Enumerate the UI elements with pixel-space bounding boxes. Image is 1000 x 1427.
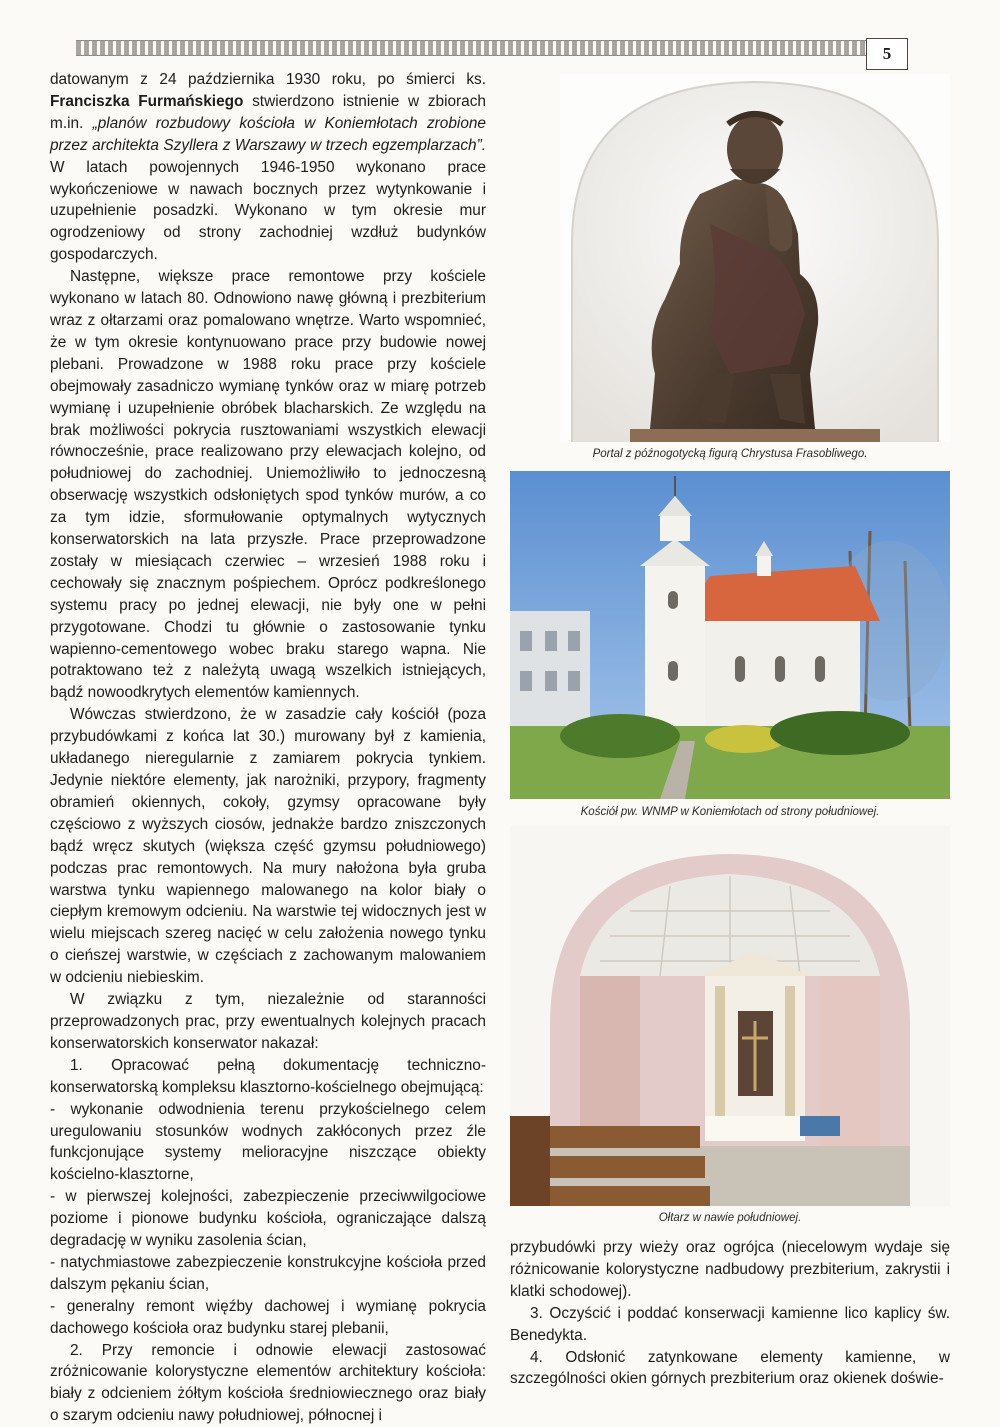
- bullet-2: - w pierwszej kolejności, zabezpieczenie przeciwwilgociowe poziome i pionowe budynku kościoła, ograniczające dalszą degradację w wyniku zasolenia ścian,: [50, 1188, 486, 1250]
- p1-end: W latach powojennych 1946-1950 wykonano prace wykończeniowe w nawach bocznych przez wytynkowanie i uzupełnienie posadzki. Wykonano w tym okresie mur ogrodzeniowy od strony zachodniej wzdłuż budynków gospodarczych.: [50, 158, 486, 264]
- p1-mid: stwierdzono istnienie w zbiorach m.in.: [50, 92, 486, 132]
- paragraph-1: [50, 69, 486, 266]
- bullet-3: - natychmiastowe zabezpieczenie konstrukcyjne kościoła przed dalszym pękaniu ścian,: [50, 1253, 486, 1293]
- caption-photo-3: Ołtarz w nawie południowej.: [658, 1212, 802, 1224]
- header-ornament-rule: [76, 40, 866, 56]
- p1-bold-name: Franciszka Furmańskiego: [50, 92, 244, 110]
- p1-italic-quote: „planów rozbudowy kościoła w Koniemłotach zrobione przez architekta Szyllera z Warszawy w trzech egzemplarzach”.: [50, 114, 486, 154]
- caption-photo-2: Kościół pw. WNMP w Koniemłotach od strony południowej.: [580, 806, 880, 818]
- bullet-4: - generalny remont więźby dachowej i wymianę pokrycia dachowego kościoła oraz budynku starej plebanii,: [50, 1297, 486, 1337]
- left-text-column: [50, 69, 486, 1427]
- photo-altar-interior: [510, 826, 950, 1206]
- right-paragraph-3: 4. Odsłonić zatynkowane elementy kamienne, w szczególności okien górnych prezbiterium oraz okienek doświe-: [510, 1348, 950, 1388]
- right-paragraph-2: 3. Oczyścić i poddać konserwacji kamienne lico kaplicy św. Benedykta.: [510, 1304, 950, 1344]
- caption-photo-1: Portal z późnogotycką figurą Chrystusa Frasobliwego.: [592, 448, 868, 460]
- paragraph-5: 1. Opracować pełną dokumentację techniczno-konserwatorską kompleksu klasztorno-kościelnego obejmującą:: [50, 1056, 486, 1096]
- photo-church-exterior: [510, 471, 950, 799]
- paragraph-3: Wówczas stwierdzono, że w zasadzie cały kościół (poza przybudówkami z końca lat 30.) murowany był z kamienia, układanego nieregularnie z zamiarem pokrycia tynkiem. Jedynie niektóre elementy, jak narożniki, przypory, fragmenty obramień okiennych, cokoły, gzymsy opracowane były częściowo z wyższych ciosów, jednakże bardzo zniszczonych bądź wręcz skutych (większa część gzymsu południowego) podczas prac remontowych. Na mury nałożona była gruba warstwa tynku wapiennego malowanego na kolor biały o ciepłym kremowym odcieniu. Na warstwie tej widocznych jest w wielu miejscach szereg nacięć w celu założenia nowego tynku o cieńszej warstwie, w częściach z zachowanym malowaniem w odcieniu niebieskim.: [50, 706, 486, 987]
- photo-sculpture-niche: [560, 74, 950, 442]
- paragraph-2: Następne, większe prace remontowe przy kościele wykonano w latach 80. Odnowiono nawę główną i prezbiterium wraz z ołtarzami oraz pomalowano wnętrze. Warto wspomnieć, że w tym okresie kontynuowano prace przy budowie nowej plebani. Prowadzone w 1988 roku prace przy kościele obejmowały zasadniczo wymianę tynków oraz w miarę potrzeb wymianę i uzupełnienie obróbek blacharskich. Ze względu na brak możliwości pokrycia rusztowaniami wszystkich elewacji równocześnie, prace realizowano przy elewacjach kolejno, od południowej do zachodniej. Uniemożliwiło to jednoczesną obserwację wszystkich odsłoniętych spod tynków murów, a co za tym idzie, sformułowanie optymalnych wytycznych konserwatorskich na lata przyszłe. Prace przeprowadzone zostały w miesiącach czerwiec – wrzesień 1988 roku i cechowały się znacznym pośpiechem. Oprócz podkreślonego systemu pracy po jednej elewacji, nie były one w pełni przygotowane. Chodzi tu głównie o zastosowanie tynku wapienno-cementowego wobec braku starego wapna. Nie potraktowano też z należytą uwagą wszelkich istniejących, bądź nowoodkrytych elementów kamiennych.: [50, 268, 486, 702]
- p1-start: datowanym z 24 października 1930 roku, po śmierci ks.: [50, 71, 486, 88]
- right-paragraph-1: przybudówki przy wieży oraz ogrójca (niecelowym wydaje się różnicowanie kolorystyczne nadbudowy prezbiterium, zakrystii i klatki schodowej).: [510, 1239, 950, 1300]
- right-text-column: [510, 1237, 950, 1390]
- paragraph-6: 2. Przy remoncie i odnowie elewacji zastosować zróżnicowanie kolorystyczne elementów architektury kościoła: biały z odcieniem żółtym kościoła średniowiecznego oraz biały o szarym odcieniu nawy południowej, północnej i: [50, 1341, 486, 1425]
- paragraph-4: W związku z tym, niezależnie od staranności przeprowadzonych prac, przy ewentualnych kolejnych pracach konserwatorskich konserwator nakazał:: [50, 991, 486, 1052]
- bullet-1: - wykonanie odwodnienia terenu przykościelnego celem uregulowaniu stosunków wodnych zakłóconych przez źle funkcjonujące systemy melioracyjne niszczące obiekty kościelno-klasztorne,: [50, 1100, 486, 1184]
- page-number: 5: [866, 38, 908, 70]
